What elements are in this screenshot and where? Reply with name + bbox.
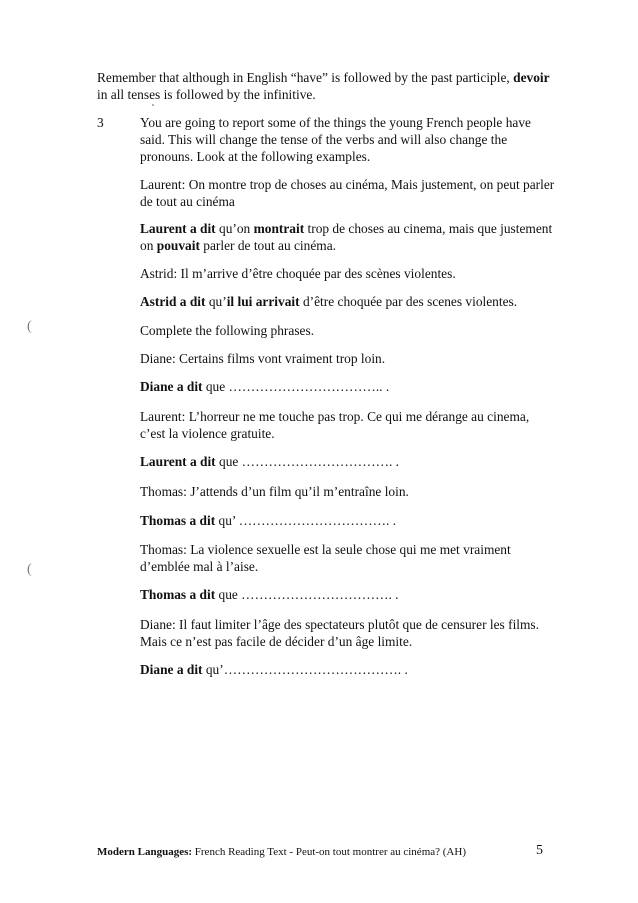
instruction-line-3: pronouns. Look at the following examples. [140, 149, 371, 164]
answer-speaker: Thomas a dit [140, 587, 216, 602]
reported-text: on [140, 238, 157, 253]
reported-text: qu’on [215, 221, 254, 236]
exercise-quote-4-line-1: Thomas: La violence sexuelle est la seule chose qui me met vraiment [140, 542, 511, 557]
exercise-quote-1: Diane: Certains films vont vraiment trop loin. [140, 351, 386, 366]
exercise-answer-2 [140, 454, 399, 471]
laurent-quote-line-2: de tout au cinéma [140, 194, 235, 209]
exercise-answer-1 [140, 379, 389, 396]
exercise-quote-5-line-2: Mais ce n’est pas facile de décider d’un âge limite. [140, 634, 413, 649]
reported-text: parler de tout au cinéma. [199, 238, 336, 253]
laurent-reported-line-1 [140, 221, 552, 238]
reported-verb: il lui arrivait [226, 294, 300, 309]
exercise-quote-5-line-1: Diane: Il faut limiter l’âge des spectateurs plutôt que de censurer les films. [140, 617, 539, 632]
answer-blank: qu’…………………………………. . [202, 662, 408, 677]
laurent-reported-line-2 [140, 238, 336, 255]
astrid-quote: Astrid: Il m’arrive d’être choquée par des scènes violentes. [140, 266, 456, 281]
intro-line-1 [97, 70, 550, 87]
reported-text: trop de choses au cinema, mais que justement [304, 221, 553, 236]
footer-subject: Modern Languages: [97, 846, 193, 858]
answer-speaker: Diane a dit [140, 662, 203, 677]
answer-blank: que ……………………………. . [215, 454, 400, 469]
exercise-quote-2-line-1: Laurent: L’horreur ne me touche pas trop. Ce qui me dérange au cinema, [140, 409, 530, 424]
answer-speaker: Thomas a dit [140, 513, 216, 528]
exercise-answer-4 [140, 587, 399, 604]
exercise-answer-5 [140, 662, 408, 679]
exercise-answer-3 [140, 513, 396, 530]
laurent-quote-line-1: Laurent: On montre trop de choses au cinéma, Mais justement, on peut parler [140, 177, 555, 192]
footer-title: French Reading Text - Peut-on tout montrer au cinéma? (AH) [192, 846, 466, 858]
page-footer [97, 846, 466, 858]
reported-text: d’être choquée par des scenes violentes. [299, 294, 518, 309]
intro-line-2: in all tenses is followed by the infinitive. [97, 87, 316, 102]
page-number: 5 [536, 843, 543, 858]
reported-text: qu’ [205, 294, 227, 309]
instruction-line-2: said. This will change the tense of the verbs and will also change the [140, 132, 508, 147]
reported-speaker: Astrid a dit [140, 294, 206, 309]
instruction-line-1: You are going to report some of the things the young French people have [140, 115, 531, 130]
reported-speaker: Laurent a dit [140, 221, 216, 236]
reported-verb: montrait [253, 221, 305, 236]
answer-blank: que ……………………………. . [215, 587, 399, 602]
exercise-quote-3: Thomas: J’attends d’un film qu’il m’entraîne loin. [140, 484, 409, 499]
answer-blank: que …………………………….. . [202, 379, 390, 394]
intro-text: Remember that although in English “have” is followed by the past participle, [97, 70, 514, 85]
exercise-prompt: Complete the following phrases. [140, 323, 315, 338]
margin-bracket-mark: ( [27, 562, 32, 577]
astrid-reported [140, 294, 517, 311]
exercise-quote-4-line-2: d’emblée mal à l’aise. [140, 559, 259, 574]
answer-blank: qu’ ……………………………. . [215, 513, 397, 528]
margin-bracket-mark: ( [27, 319, 32, 334]
answer-speaker: Diane a dit [140, 379, 203, 394]
intro-bold-word: devoir [513, 70, 550, 85]
reported-verb: pouvait [156, 238, 200, 253]
answer-speaker: Laurent a dit [140, 454, 216, 469]
question-number: 3 [97, 115, 104, 130]
stray-mark [152, 104, 154, 106]
exercise-quote-2-line-2: c’est la violence gratuite. [140, 426, 275, 441]
